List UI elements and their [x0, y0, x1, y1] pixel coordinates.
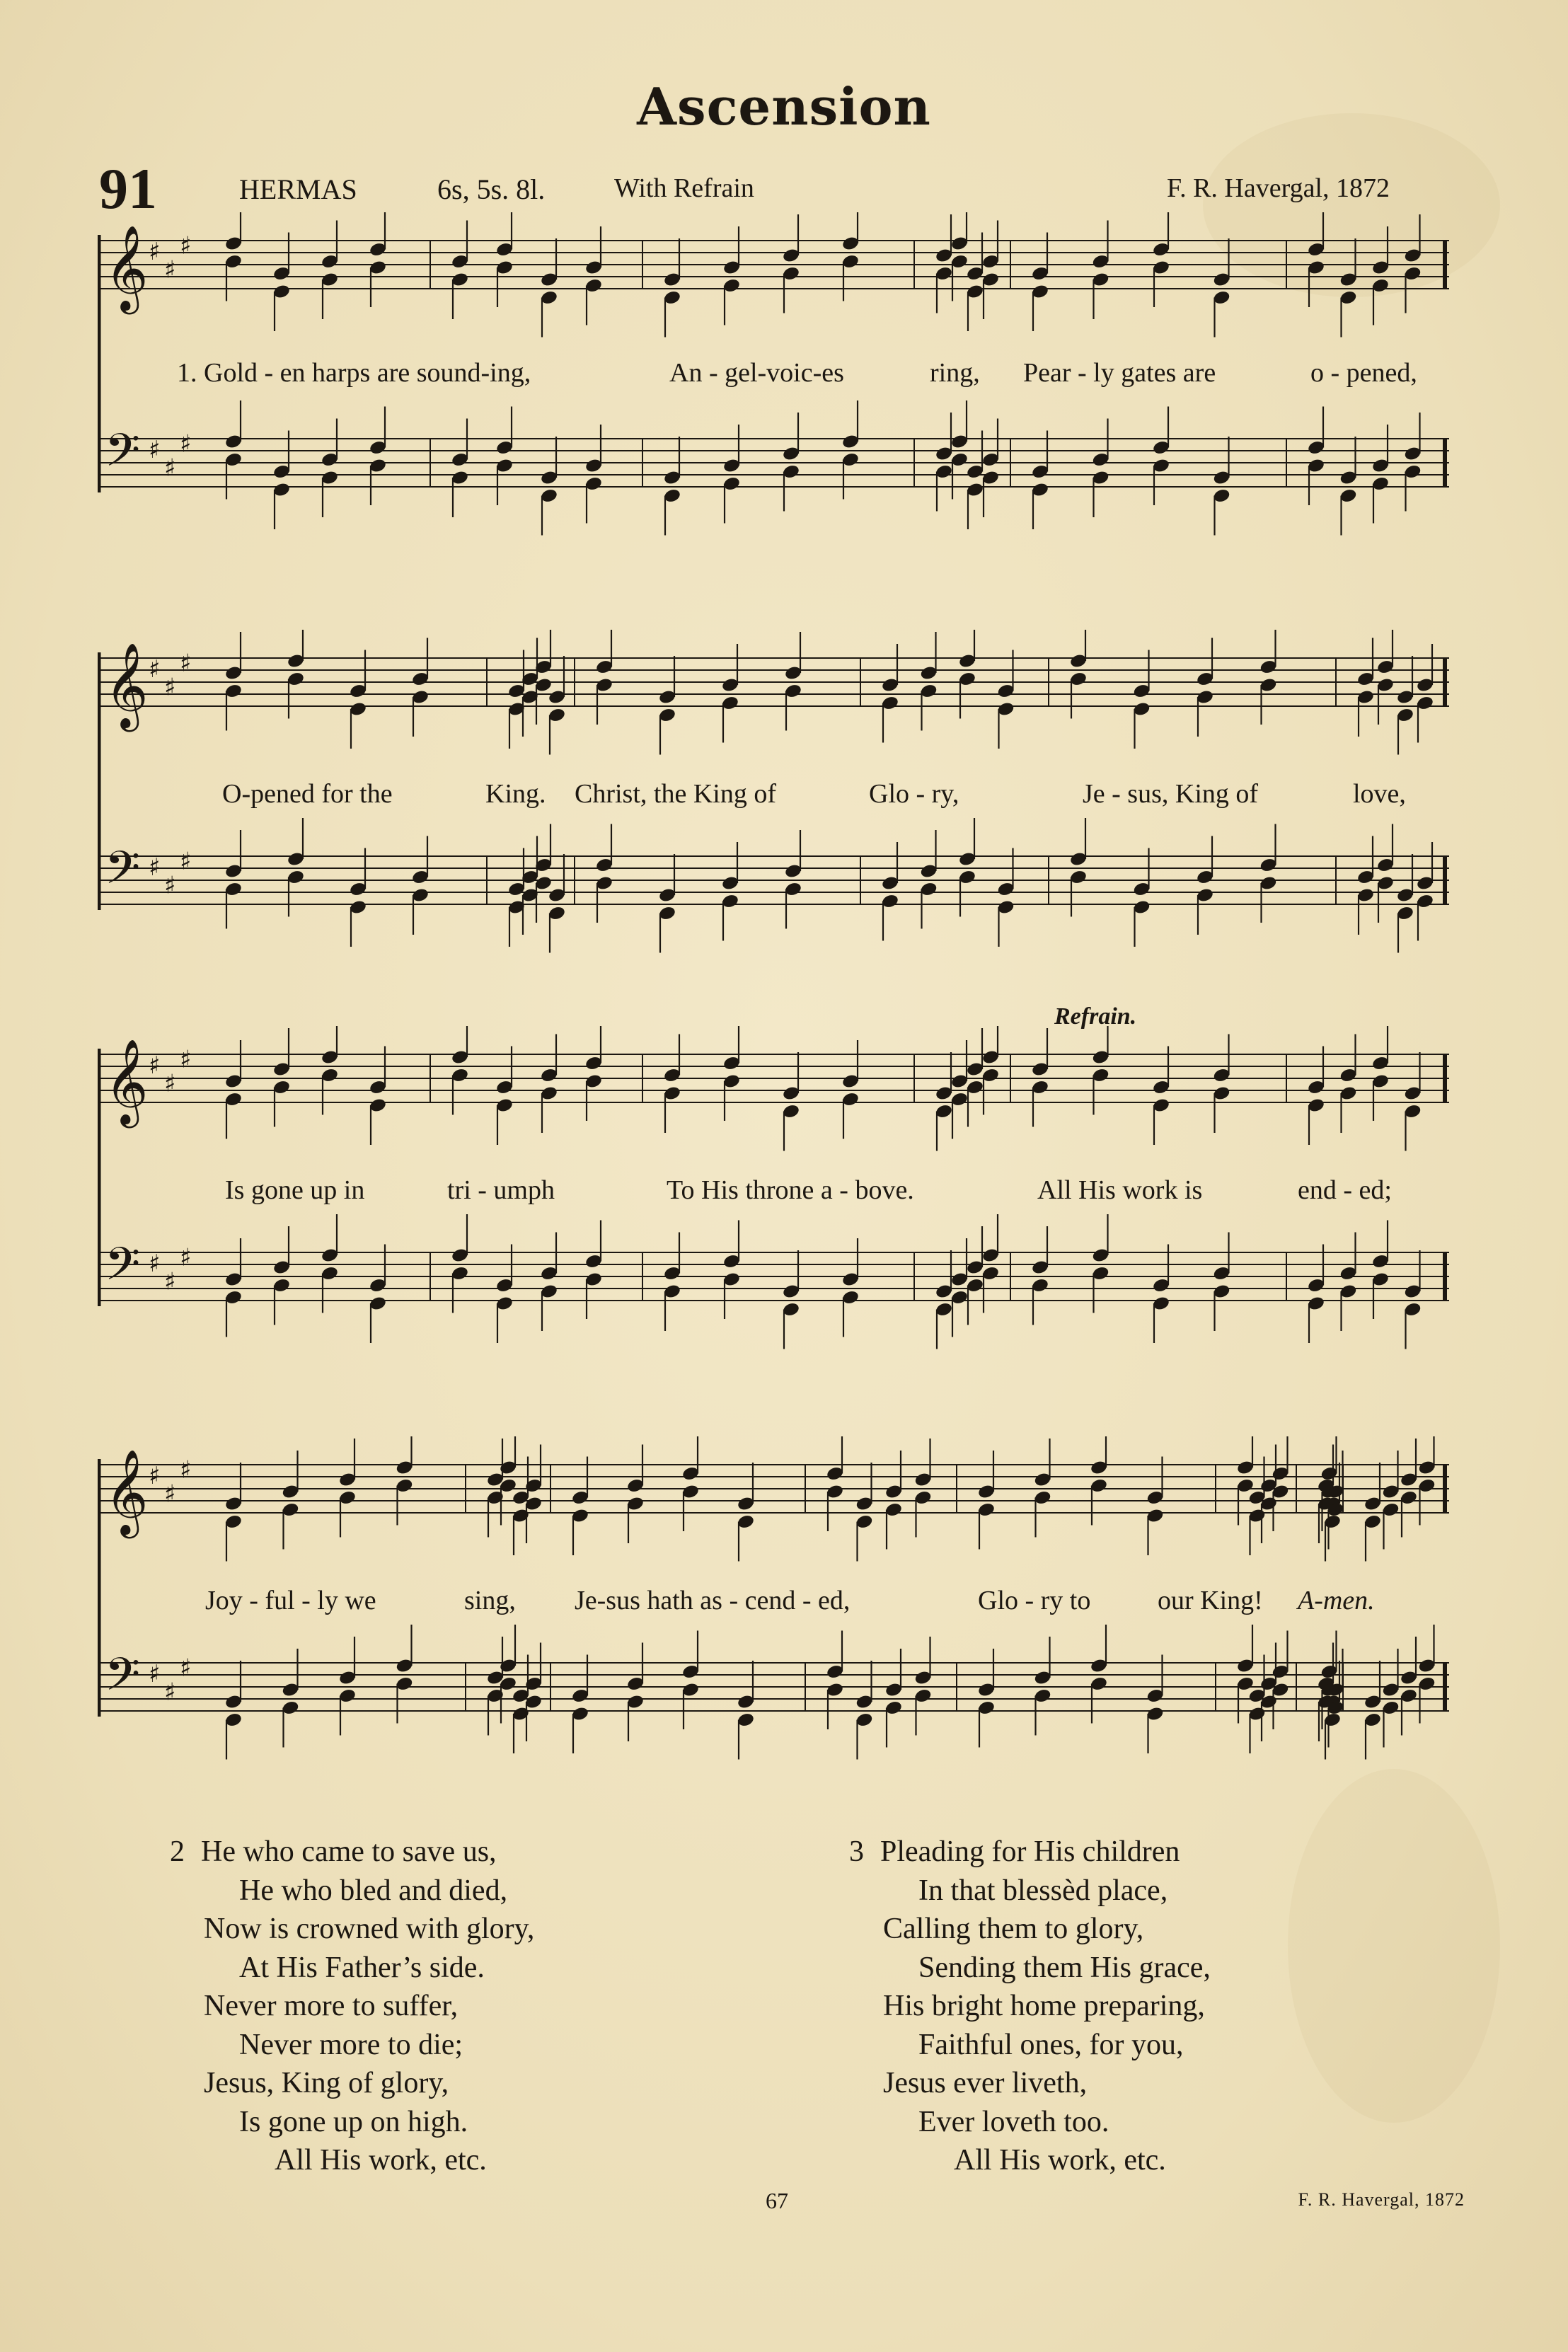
- sharp-icon: ♯: [180, 430, 192, 459]
- sharp-icon: ♯: [164, 1678, 176, 1707]
- treble-clef-icon: 𝄞: [105, 1038, 149, 1124]
- verse-line: At His Father’s side.: [239, 1951, 485, 1984]
- lyric-syllables: King.: [485, 779, 546, 809]
- verse-line: 2 He who came to save us,: [170, 1833, 534, 1872]
- verse-line: Is gone up on high.: [239, 2105, 468, 2138]
- sharp-icon: ♯: [149, 1462, 161, 1490]
- lyric-syllables: 1. Gold - en harps are sound-ing,: [177, 358, 531, 388]
- verse-line: All His work, etc.: [954, 2144, 1166, 2177]
- verse-line: Never more to suffer,: [204, 1990, 459, 2022]
- verse-number: 3: [849, 1835, 864, 1868]
- sharp-icon: ♯: [164, 454, 176, 483]
- sharp-icon: ♯: [164, 871, 176, 900]
- verse-number: 2: [170, 1835, 185, 1868]
- sharp-icon: ♯: [164, 673, 176, 702]
- verse-line: His bright home preparing,: [883, 1990, 1205, 2022]
- sharp-icon: ♯: [180, 847, 192, 876]
- lyric-syllables: Pear - ly gates are: [1023, 358, 1216, 388]
- lyric-syllables: love,: [1353, 779, 1406, 809]
- verse-3: [849, 1833, 1211, 2180]
- sharp-icon: ♯: [180, 1243, 192, 1272]
- verse-line: Never more to die;: [239, 2028, 463, 2061]
- sharp-icon: ♯: [149, 1051, 161, 1080]
- lyric-syllables: All His work is: [1037, 1175, 1203, 1205]
- lyric-syllables: Christ, the King of: [575, 779, 776, 809]
- sharp-icon: ♯: [164, 1480, 176, 1509]
- verse-line: Ever loveth too.: [918, 2105, 1109, 2138]
- verse-line: 3 Pleading for His children: [849, 1833, 1211, 1872]
- treble-clef-icon: 𝄞: [105, 642, 149, 728]
- page-number: 67: [766, 2188, 788, 2213]
- bass-clef-icon: 𝄢: [105, 842, 141, 906]
- music-system: [98, 212, 1449, 580]
- verse-line: Jesus ever liveth,: [883, 2067, 1088, 2099]
- composer-credit: F. R. Havergal, 1872: [1166, 173, 1390, 203]
- lyric-syllables: Is gone up in: [225, 1175, 365, 1205]
- sharp-icon: ♯: [180, 649, 192, 678]
- lyric-syllables: tri - umph: [447, 1175, 555, 1205]
- lyric-syllables: ring,: [930, 358, 980, 388]
- hymn-number: 91: [99, 156, 157, 221]
- verse-line: He who bled and died,: [239, 1874, 508, 1907]
- verse-line: In that blessèd place,: [918, 1874, 1168, 1907]
- sharp-icon: ♯: [180, 1045, 192, 1074]
- lyric-syllables: end - ed;: [1298, 1175, 1392, 1205]
- sharp-icon: ♯: [149, 655, 161, 684]
- score-engraving: [98, 630, 1449, 998]
- music-system: [98, 1436, 1449, 1804]
- lyric-syllables: Je - sus, King of: [1083, 779, 1259, 809]
- verse-line: All His work, etc.: [275, 2144, 487, 2177]
- sharp-icon: ♯: [149, 238, 161, 266]
- lyric-syllables: To His throne a - bove.: [667, 1175, 914, 1205]
- paper-stain: [1288, 1769, 1500, 2123]
- refrain-note: With Refrain: [614, 173, 754, 203]
- sharp-icon: ♯: [180, 1654, 192, 1683]
- lyric-syllables: Glo - ry to: [978, 1586, 1091, 1615]
- refrain-label: Refrain.: [1054, 1003, 1137, 1030]
- lyric-syllables: o - pened,: [1310, 358, 1417, 388]
- lyric-syllables: O-pened for the: [222, 779, 393, 809]
- section-title: Ascension: [637, 76, 931, 137]
- sharp-icon: ♯: [149, 1250, 161, 1278]
- verse-line: Calling them to glory,: [883, 1913, 1144, 1945]
- lyric-syllables: sing,: [464, 1586, 516, 1615]
- lyric-syllables: Joy - ful - ly we: [205, 1586, 376, 1615]
- lyric-syllables: Je-sus hath as - cend - ed,: [575, 1586, 851, 1615]
- lyric-syllables: Glo - ry,: [869, 779, 959, 809]
- lyric-syllables: An - gel-voic-es: [669, 358, 844, 388]
- lyric-syllables: our King!: [1158, 1586, 1263, 1615]
- tune-name: HERMAS: [239, 173, 357, 205]
- bass-clef-icon: 𝄢: [105, 425, 141, 488]
- text-credit: F. R. Havergal, 1872: [1298, 2189, 1465, 2210]
- music-system: [98, 1003, 1449, 1394]
- score-engraving: [98, 1436, 1449, 1804]
- music-system: [98, 630, 1449, 998]
- treble-clef-icon: 𝄞: [105, 224, 149, 311]
- sharp-icon: ♯: [164, 255, 176, 284]
- lyric-syllables: A-men.: [1298, 1586, 1375, 1615]
- bass-clef-icon: 𝄢: [105, 1238, 141, 1302]
- sharp-icon: ♯: [180, 231, 192, 260]
- sharp-icon: ♯: [164, 1069, 176, 1098]
- bass-clef-icon: 𝄢: [105, 1649, 141, 1712]
- treble-clef-icon: 𝄞: [105, 1448, 149, 1535]
- sharp-icon: ♯: [164, 1267, 176, 1296]
- verse-line: Jesus, King of glory,: [204, 2067, 449, 2099]
- sharp-icon: ♯: [149, 436, 161, 464]
- sharp-icon: ♯: [180, 1455, 192, 1485]
- verse-2: [170, 1833, 534, 2180]
- score-engraving: [98, 212, 1449, 580]
- sharp-icon: ♯: [149, 1660, 161, 1688]
- score-engraving: [98, 1026, 1449, 1394]
- verse-line: Faithful ones, for you,: [918, 2028, 1184, 2061]
- verse-line: Sending them His grace,: [918, 1951, 1211, 1984]
- verse-line: Now is crowned with glory,: [204, 1913, 535, 1945]
- meter: 6s, 5s. 8l.: [437, 173, 546, 205]
- sharp-icon: ♯: [149, 853, 161, 882]
